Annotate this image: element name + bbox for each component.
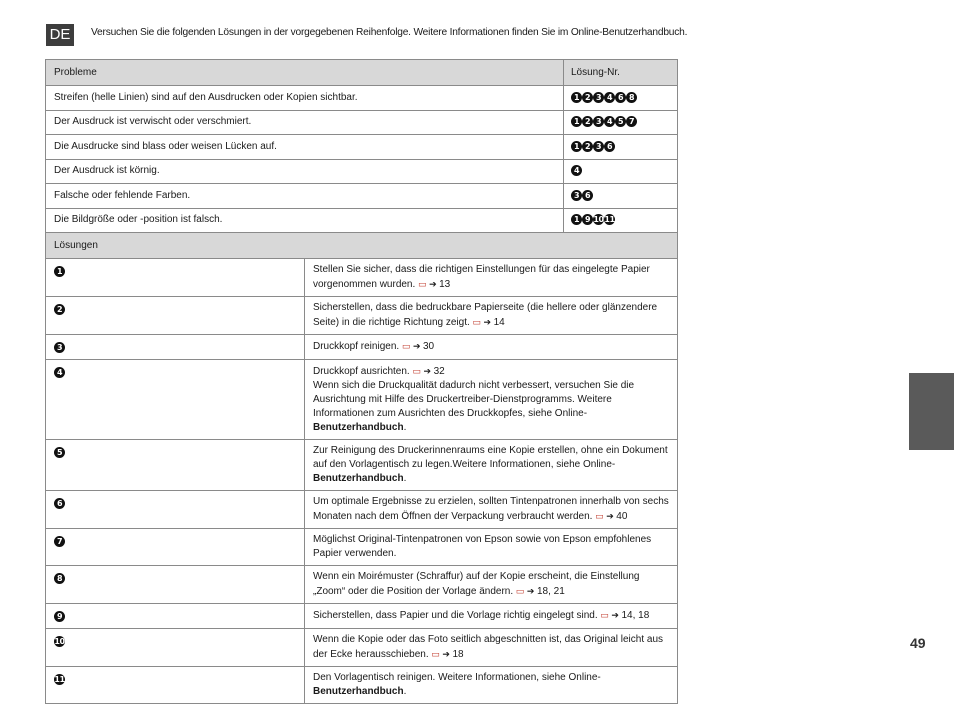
solution-number-badge: 1	[571, 116, 582, 127]
solution-number-badge: 5	[615, 116, 626, 127]
manual-ref-icon: ▭	[401, 341, 411, 351]
solution-number-badge: 6	[582, 190, 593, 201]
intro-text: Versuchen Sie die folgenden Lösungen in der vorgegebenen Reihenfolge. Weitere Informationen finden Sie im Online-Benutzerhandbuch.	[91, 27, 688, 38]
problem-solution-numbers	[564, 159, 678, 184]
arrow-icon: ➔	[410, 341, 423, 351]
solution-number-badge: 1	[571, 141, 582, 152]
arrow-icon: ➔	[481, 317, 494, 327]
solution-number-badge: 4	[54, 367, 65, 378]
solution-text: Druckkopf reinigen.	[313, 341, 400, 352]
chapter-tab	[909, 373, 954, 450]
arrow-icon: ➔	[608, 610, 622, 620]
problem-text: Streifen (helle Linien) sind auf den Ausdrucken oder Kopien sichtbar.	[46, 86, 564, 111]
solutions-header-row	[46, 233, 678, 259]
solution-number-badge: 2	[582, 116, 593, 127]
problem-row	[46, 159, 678, 184]
problem-row	[46, 208, 678, 233]
solution-text-cell	[305, 604, 678, 629]
problems-header: Probleme	[46, 60, 564, 86]
solution-number-badge: 4	[571, 165, 582, 176]
solution-number-badge: 7	[626, 116, 637, 127]
solution-row	[46, 440, 678, 491]
solution-row	[46, 297, 678, 335]
solution-text: Wenn die Kopie oder das Foto seitlich abgeschnitten ist, das Original leicht aus der Ecke herausschieben.	[313, 634, 664, 660]
solution-text-cell	[305, 259, 678, 297]
solution-number-badge: 6	[615, 92, 626, 103]
solution-row	[46, 529, 678, 566]
solution-number-badge: 11	[604, 215, 615, 225]
problem-text: Der Ausdruck ist körnig.	[46, 159, 564, 184]
solution-text: Wenn ein Moirémuster (Schraffur) auf der Kopie erscheint, die Einstellung „Zoom“ oder die Position der Vorlage ändern.	[313, 571, 640, 597]
solution-text: Stellen Sie sicher, dass die richtigen Einstellungen für das eingelegte Papier vorgenommen wurden.	[313, 264, 650, 290]
solution-number-cell	[46, 629, 305, 667]
solution-row	[46, 491, 678, 529]
solution-numbers	[571, 116, 637, 127]
solution-number-cell	[46, 335, 305, 360]
solution-number-badge: 3	[593, 92, 604, 103]
solution-text-cell	[305, 360, 678, 440]
solution-number-cell	[46, 529, 305, 566]
solution-number-badge: 10	[593, 215, 604, 225]
problems-header-row	[46, 60, 678, 86]
problem-text: Falsche oder fehlende Farben.	[46, 184, 564, 209]
page-ref: 40	[616, 511, 628, 522]
solution-number-badge: 7	[54, 536, 65, 547]
solution-number-badge: 3	[593, 141, 604, 152]
manual-ref-icon: ▭	[418, 279, 427, 289]
solution-number-cell	[46, 604, 305, 629]
manual-ref-icon: ▭	[431, 649, 440, 659]
solution-number-cell	[46, 360, 305, 440]
solution-number-badge: 3	[54, 342, 65, 353]
page-ref: 13	[439, 279, 451, 290]
solution-number-badge: 9	[582, 214, 593, 225]
solution-number-badge: 4	[604, 92, 615, 103]
solution-no-header: Lösung-Nr.	[564, 60, 678, 86]
solution-number-badge: 5	[54, 447, 65, 458]
troubleshooting-table	[45, 59, 678, 704]
problem-solution-numbers	[564, 135, 678, 160]
solution-text-cell	[305, 335, 678, 360]
problem-row	[46, 110, 678, 135]
page-ref: 14	[493, 317, 505, 328]
solution-number-badge: 1	[571, 214, 582, 225]
solution-row	[46, 566, 678, 604]
solution-text: Möglichst Original-Tintenpatronen von Epson sowie von Epson empfohlenes Papier verwenden.	[313, 534, 652, 559]
manual-ref-icon: ▭	[595, 511, 604, 521]
language-badge: DE	[46, 24, 74, 46]
solution-text-cell	[305, 297, 678, 335]
solution-row	[46, 667, 678, 704]
solution-text-cell	[305, 491, 678, 529]
problem-text: Der Ausdruck ist verwischt oder verschmiert.	[46, 110, 564, 135]
manual-ref-icon: ▭	[472, 317, 482, 327]
solution-text: Druckkopf ausrichten.	[313, 366, 410, 377]
solution-numbers	[571, 190, 593, 201]
solution-numbers	[571, 165, 582, 176]
solution-number-cell	[46, 440, 305, 491]
problem-solution-numbers	[564, 86, 678, 111]
solution-text-cell	[305, 667, 678, 704]
manual-ref-icon: ▭	[600, 610, 609, 620]
solution-number-badge: 2	[582, 92, 593, 103]
solution-number-badge: 11	[54, 675, 65, 684]
solution-number-cell	[46, 667, 305, 704]
solution-number-badge: 1	[54, 266, 65, 277]
manual-name: Benutzerhandbuch	[313, 686, 404, 697]
solution-number-cell	[46, 566, 305, 604]
solution-number-badge: 3	[571, 190, 582, 201]
solution-number-badge: 8	[54, 573, 65, 584]
solution-text-tail: .	[403, 686, 407, 697]
solution-number-badge: 6	[54, 498, 65, 509]
solution-number-badge: 6	[604, 141, 615, 152]
page-ref: 18	[452, 649, 464, 660]
solution-number-badge: 10	[54, 637, 65, 646]
solution-number-cell	[46, 297, 305, 335]
page-ref: 14, 18	[621, 610, 650, 621]
problem-solution-numbers	[564, 184, 678, 209]
arrow-icon: ➔	[426, 279, 440, 289]
problem-solution-numbers	[564, 110, 678, 135]
problem-text: Die Bildgröße oder -position ist falsch.	[46, 208, 564, 233]
solution-text: Sicherstellen, dass die bedruckbare Papierseite (die hellere oder glänzendere Seite) in die richtige Richtung zeigt.	[313, 302, 658, 328]
solution-number-badge: 2	[582, 141, 593, 152]
arrow-icon: ➔	[524, 586, 537, 596]
manual-ref-icon: ▭	[515, 586, 525, 596]
problem-row	[46, 86, 678, 111]
solution-row	[46, 360, 678, 440]
solution-text-tail: .	[403, 422, 407, 433]
solution-text: Zur Reinigung des Druckerinnenraums eine Kopie erstellen, ohne ein Dokument auf den Vorlagentisch zu legen.Weitere Informationen, siehe Online-	[313, 445, 668, 470]
solution-row	[46, 629, 678, 667]
solution-number-badge: 4	[604, 116, 615, 127]
solution-number-badge: 2	[54, 304, 65, 315]
page-ref: 18, 21	[536, 586, 565, 597]
problem-text: Die Ausdrucke sind blass oder weisen Lücken auf.	[46, 135, 564, 160]
solutions-header: Lösungen	[46, 233, 678, 259]
solution-number-badge: 3	[593, 116, 604, 127]
solution-text: Den Vorlagentisch reinigen. Weitere Informationen, siehe Online-	[313, 672, 601, 683]
solution-row	[46, 259, 678, 297]
manual-name: Benutzerhandbuch	[313, 473, 404, 484]
manual-ref-icon: ▭	[412, 366, 422, 376]
manual-name: Benutzerhandbuch	[313, 422, 404, 433]
solution-number-badge: 9	[54, 611, 65, 622]
solution-row	[46, 604, 678, 629]
solution-number-badge: 8	[626, 92, 637, 103]
solution-numbers	[571, 92, 637, 103]
solution-text: Um optimale Ergebnisse zu erzielen, sollten Tintenpatronen innerhalb von sechs Monaten nach dem Öffnen der Verpackung verbraucht werden.	[313, 496, 669, 522]
solution-text-cell	[305, 529, 678, 566]
problem-solution-numbers	[564, 208, 678, 233]
page-ref: 30	[423, 341, 435, 352]
solution-number-cell	[46, 259, 305, 297]
arrow-icon: ➔	[421, 366, 434, 376]
arrow-icon: ➔	[603, 511, 617, 521]
solution-text-cell	[305, 566, 678, 604]
arrow-icon: ➔	[439, 649, 453, 659]
solution-numbers	[571, 214, 615, 225]
solution-number-badge: 1	[571, 92, 582, 103]
page-number: 49	[910, 635, 926, 651]
solution-text-extra: Wenn sich die Druckqualität dadurch nicht verbessert, versuchen Sie die Ausrichtung mit Hilfe des Druckertreiber-Dienstprogramms. Weitere Informationen zum Ausrichten des Druckkopfes, siehe Online-	[313, 380, 635, 419]
problem-row	[46, 184, 678, 209]
problem-row	[46, 135, 678, 160]
solution-row	[46, 335, 678, 360]
solution-numbers	[571, 141, 615, 152]
solution-text: Sicherstellen, dass Papier und die Vorlage richtig eingelegt sind.	[313, 610, 598, 621]
solution-text-tail: .	[403, 473, 407, 484]
solution-text-cell	[305, 629, 678, 667]
solution-text-cell	[305, 440, 678, 491]
solution-number-cell	[46, 491, 305, 529]
page-ref: 32	[433, 366, 445, 377]
